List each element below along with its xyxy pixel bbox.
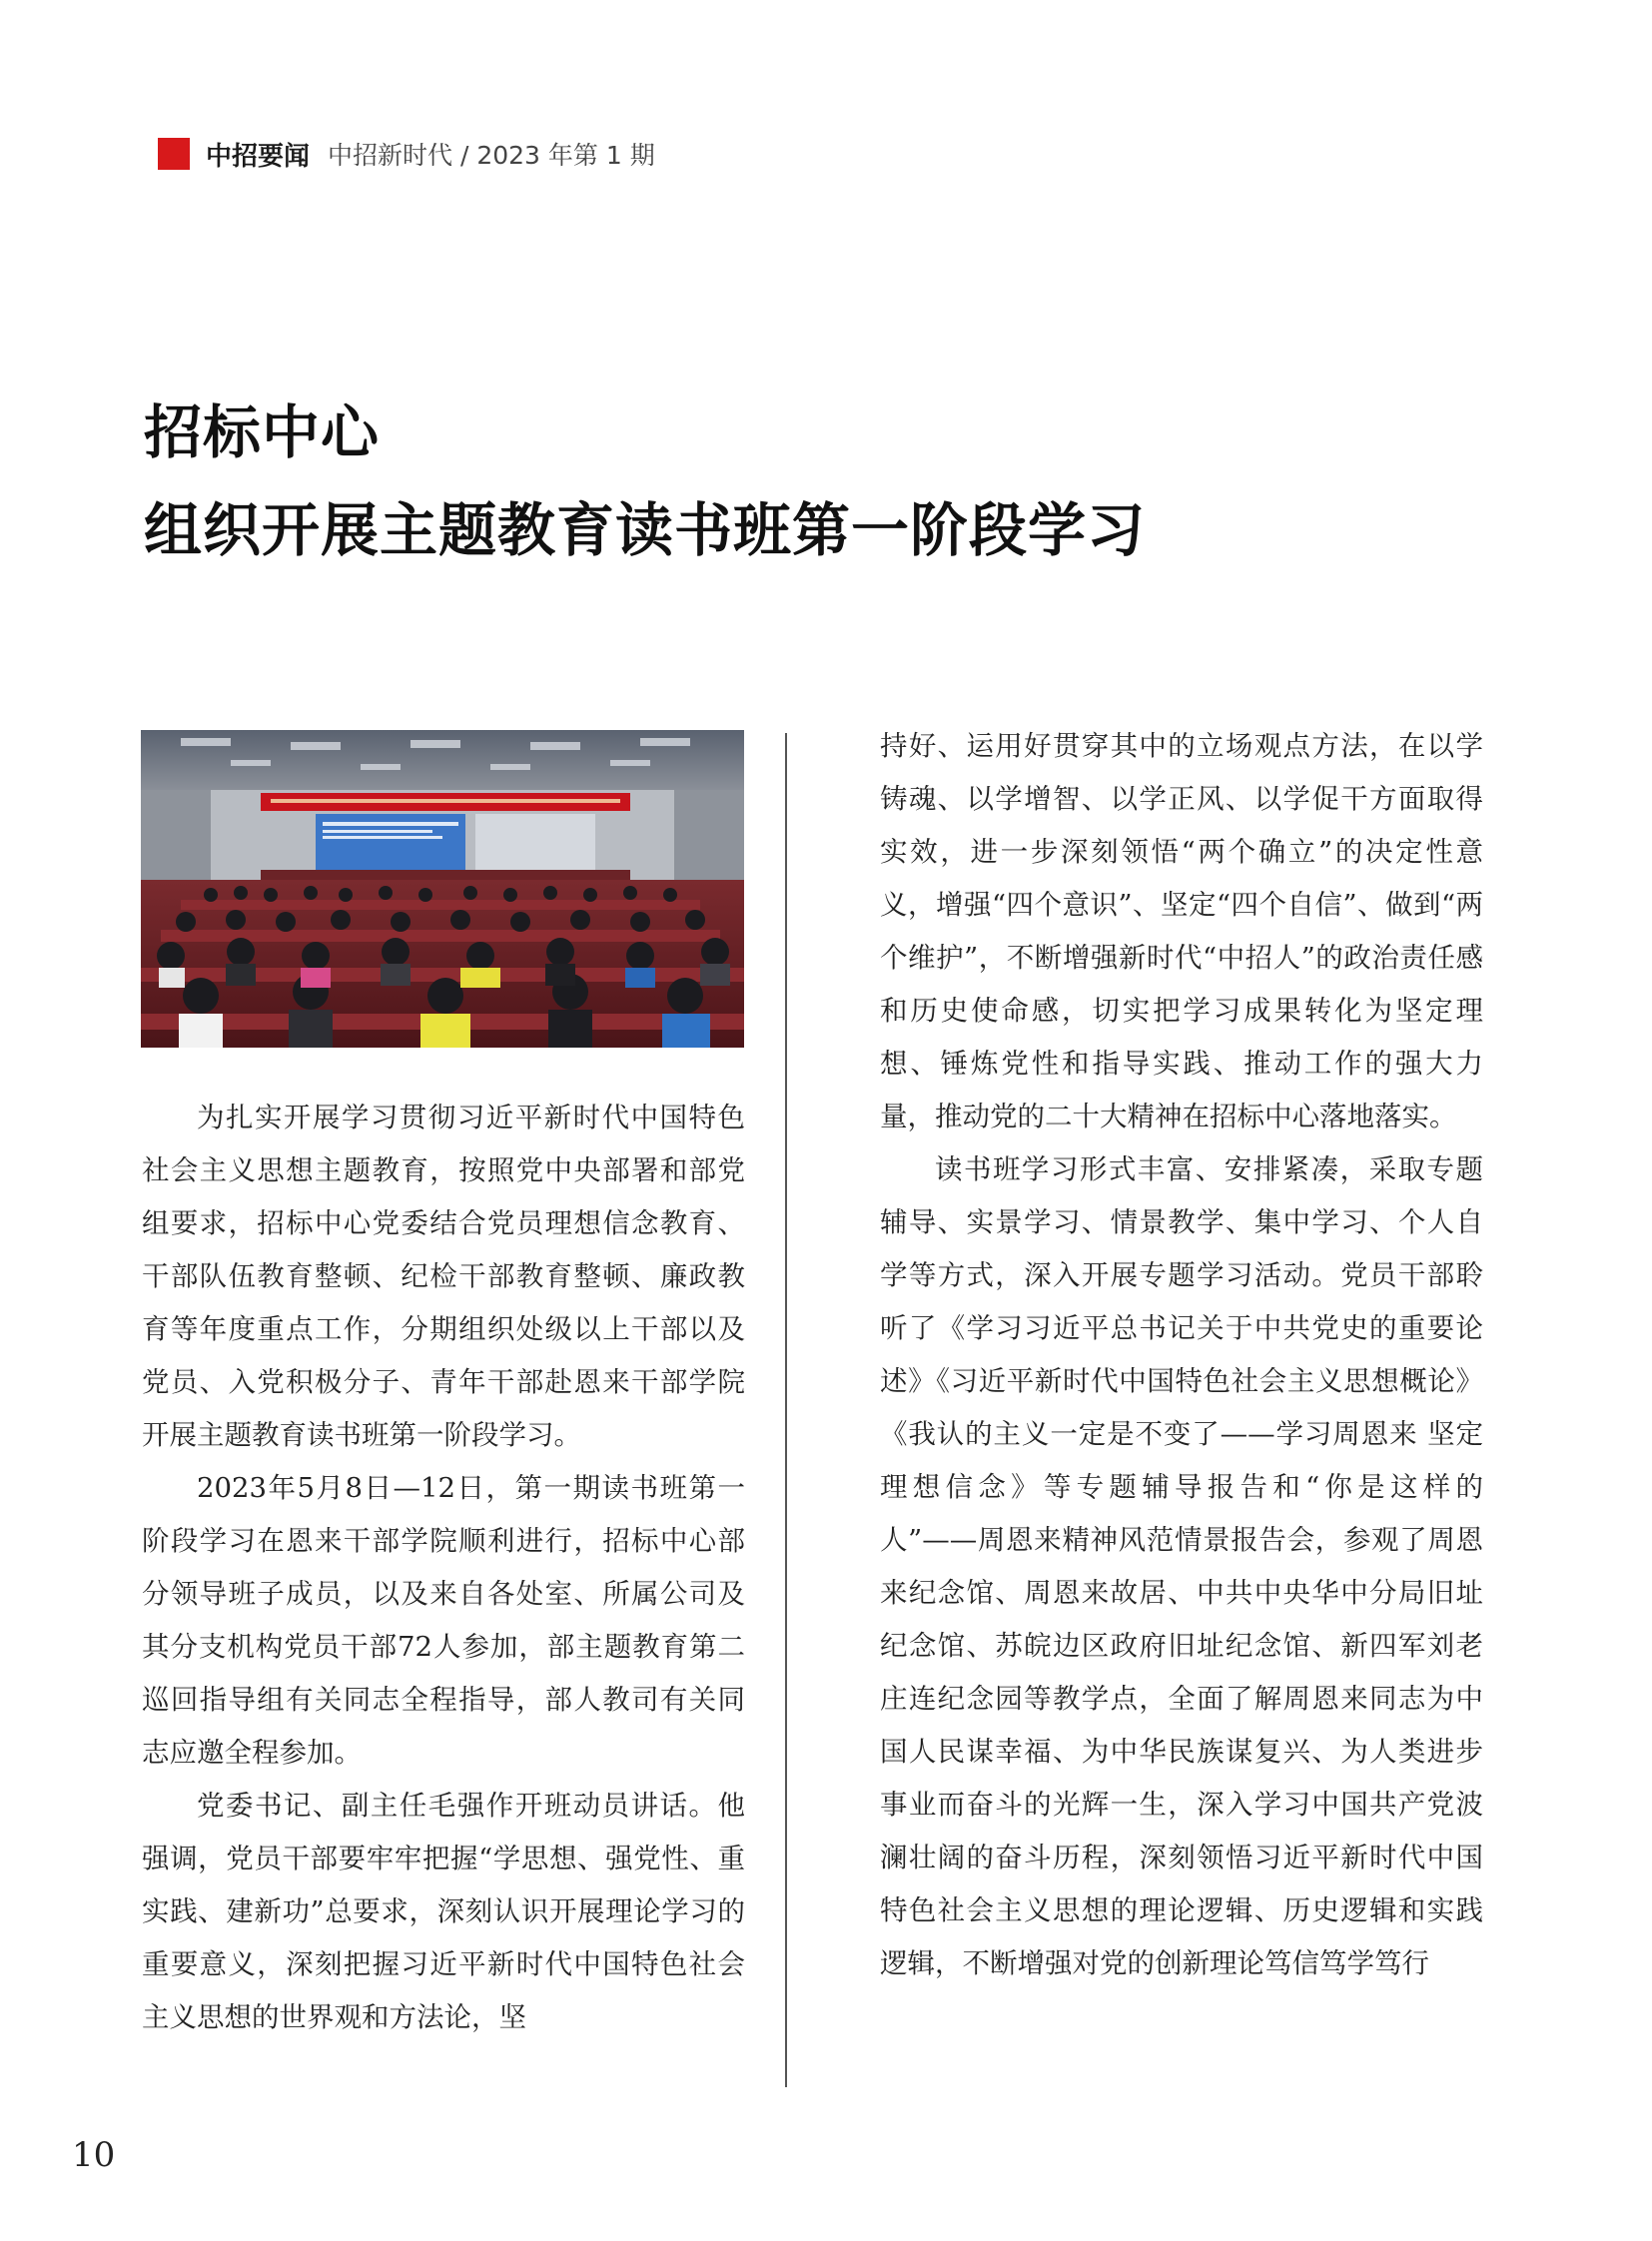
issue-label: 中招新时代 / 2023 年第 1 期: [328, 141, 655, 170]
body-paragraph: 2023年5月8日—12日，第一期读书班第一阶段学习在恩来干部学院顺利进行，招标中心部分领导班子成员，以及来自各处室、所属公司及其分支机构党员干部72人参加，部主题教育第二巡回指导组有关同志全程指导，部人教司有关同志应邀全程参加。: [142, 1472, 745, 1769]
body-column-left: [142, 1092, 745, 2044]
body-column-right: [880, 720, 1483, 1990]
column-divider: [785, 733, 787, 2087]
page-number: 10: [72, 2135, 116, 2175]
section-name: 中招要闻: [206, 141, 311, 172]
meeting-photo: [141, 730, 744, 1048]
body-paragraph: 读书班学习形式丰富、安排紧凑，采取专题辅导、实景学习、情景教学、集中学习、个人自学等方式，深入开展专题学习活动。党员干部聆听了《学习习近平总书记关于中共党史的重要论述》《习近平新时代中国特色社会主义思想概论》《我认的主义一定是不变了——学习周恩来 坚定理想信念》等专题辅导报告和“你是这样的人”——周恩来精神风范情景报告会，参观了周恩来纪念馆、周恩来故居、中共中央华中分局旧址纪念馆、苏皖边区政府旧址纪念馆、新四军刘老庄连纪念园等教学点，全面了解周恩来同志为中国人民谋幸福、为中华民族谋复兴、为人类进步事业而奋斗的光辉一生，深入学习中国共产党波澜壮阔的奋斗历程，深刻领悟习近平新时代中国特色社会主义思想的理论逻辑、历史逻辑和实践逻辑，不断增强对党的创新理论笃信笃学笃行: [880, 1153, 1483, 1979]
meeting-photo-illustration: [141, 730, 744, 1048]
body-paragraph: 为扎实开展学习贯彻习近平新时代中国特色社会主义思想主题教育，按照党中央部署和部党组要求，招标中心党委结合党员理想信念教育、干部队伍教育整顿、纪检干部教育整顿、廉政教育等年度重点工作，分期组织处级以上干部以及党员、入党积极分子、青年干部赴恩来干部学院开展主题教育读书班第一阶段学习。: [142, 1102, 745, 1451]
article-title: [144, 383, 1146, 579]
running-header: [158, 136, 655, 172]
title-line-2: 组织开展主题教育读书班第一阶段学习: [144, 496, 1147, 564]
body-paragraph: 党委书记、副主任毛强作开班动员讲话。他强调，党员干部要牢牢把握“学思想、强党性、重实践、建新功”总要求，深刻认识开展理论学习的重要意义，深刻把握习近平新时代中国特色社会主义思想的世界观和方法论，坚: [142, 1790, 745, 2033]
section-marker-icon: [158, 138, 190, 170]
title-line-1: 招标中心: [144, 398, 381, 466]
body-paragraph-continuation: 持好、运用好贯穿其中的立场观点方法，在以学铸魂、以学增智、以学正风、以学促干方面取得实效，进一步深刻领悟“两个确立”的决定性意义，增强“四个意识”、坚定“四个自信”、做到“两个维护”，不断增强新时代“中招人”的政治责任感和历史使命感，切实把学习成果转化为坚定理想、锤炼党性和指导实践、推动工作的强大力量，推动党的二十大精神在招标中心落地落实。: [880, 730, 1483, 1132]
